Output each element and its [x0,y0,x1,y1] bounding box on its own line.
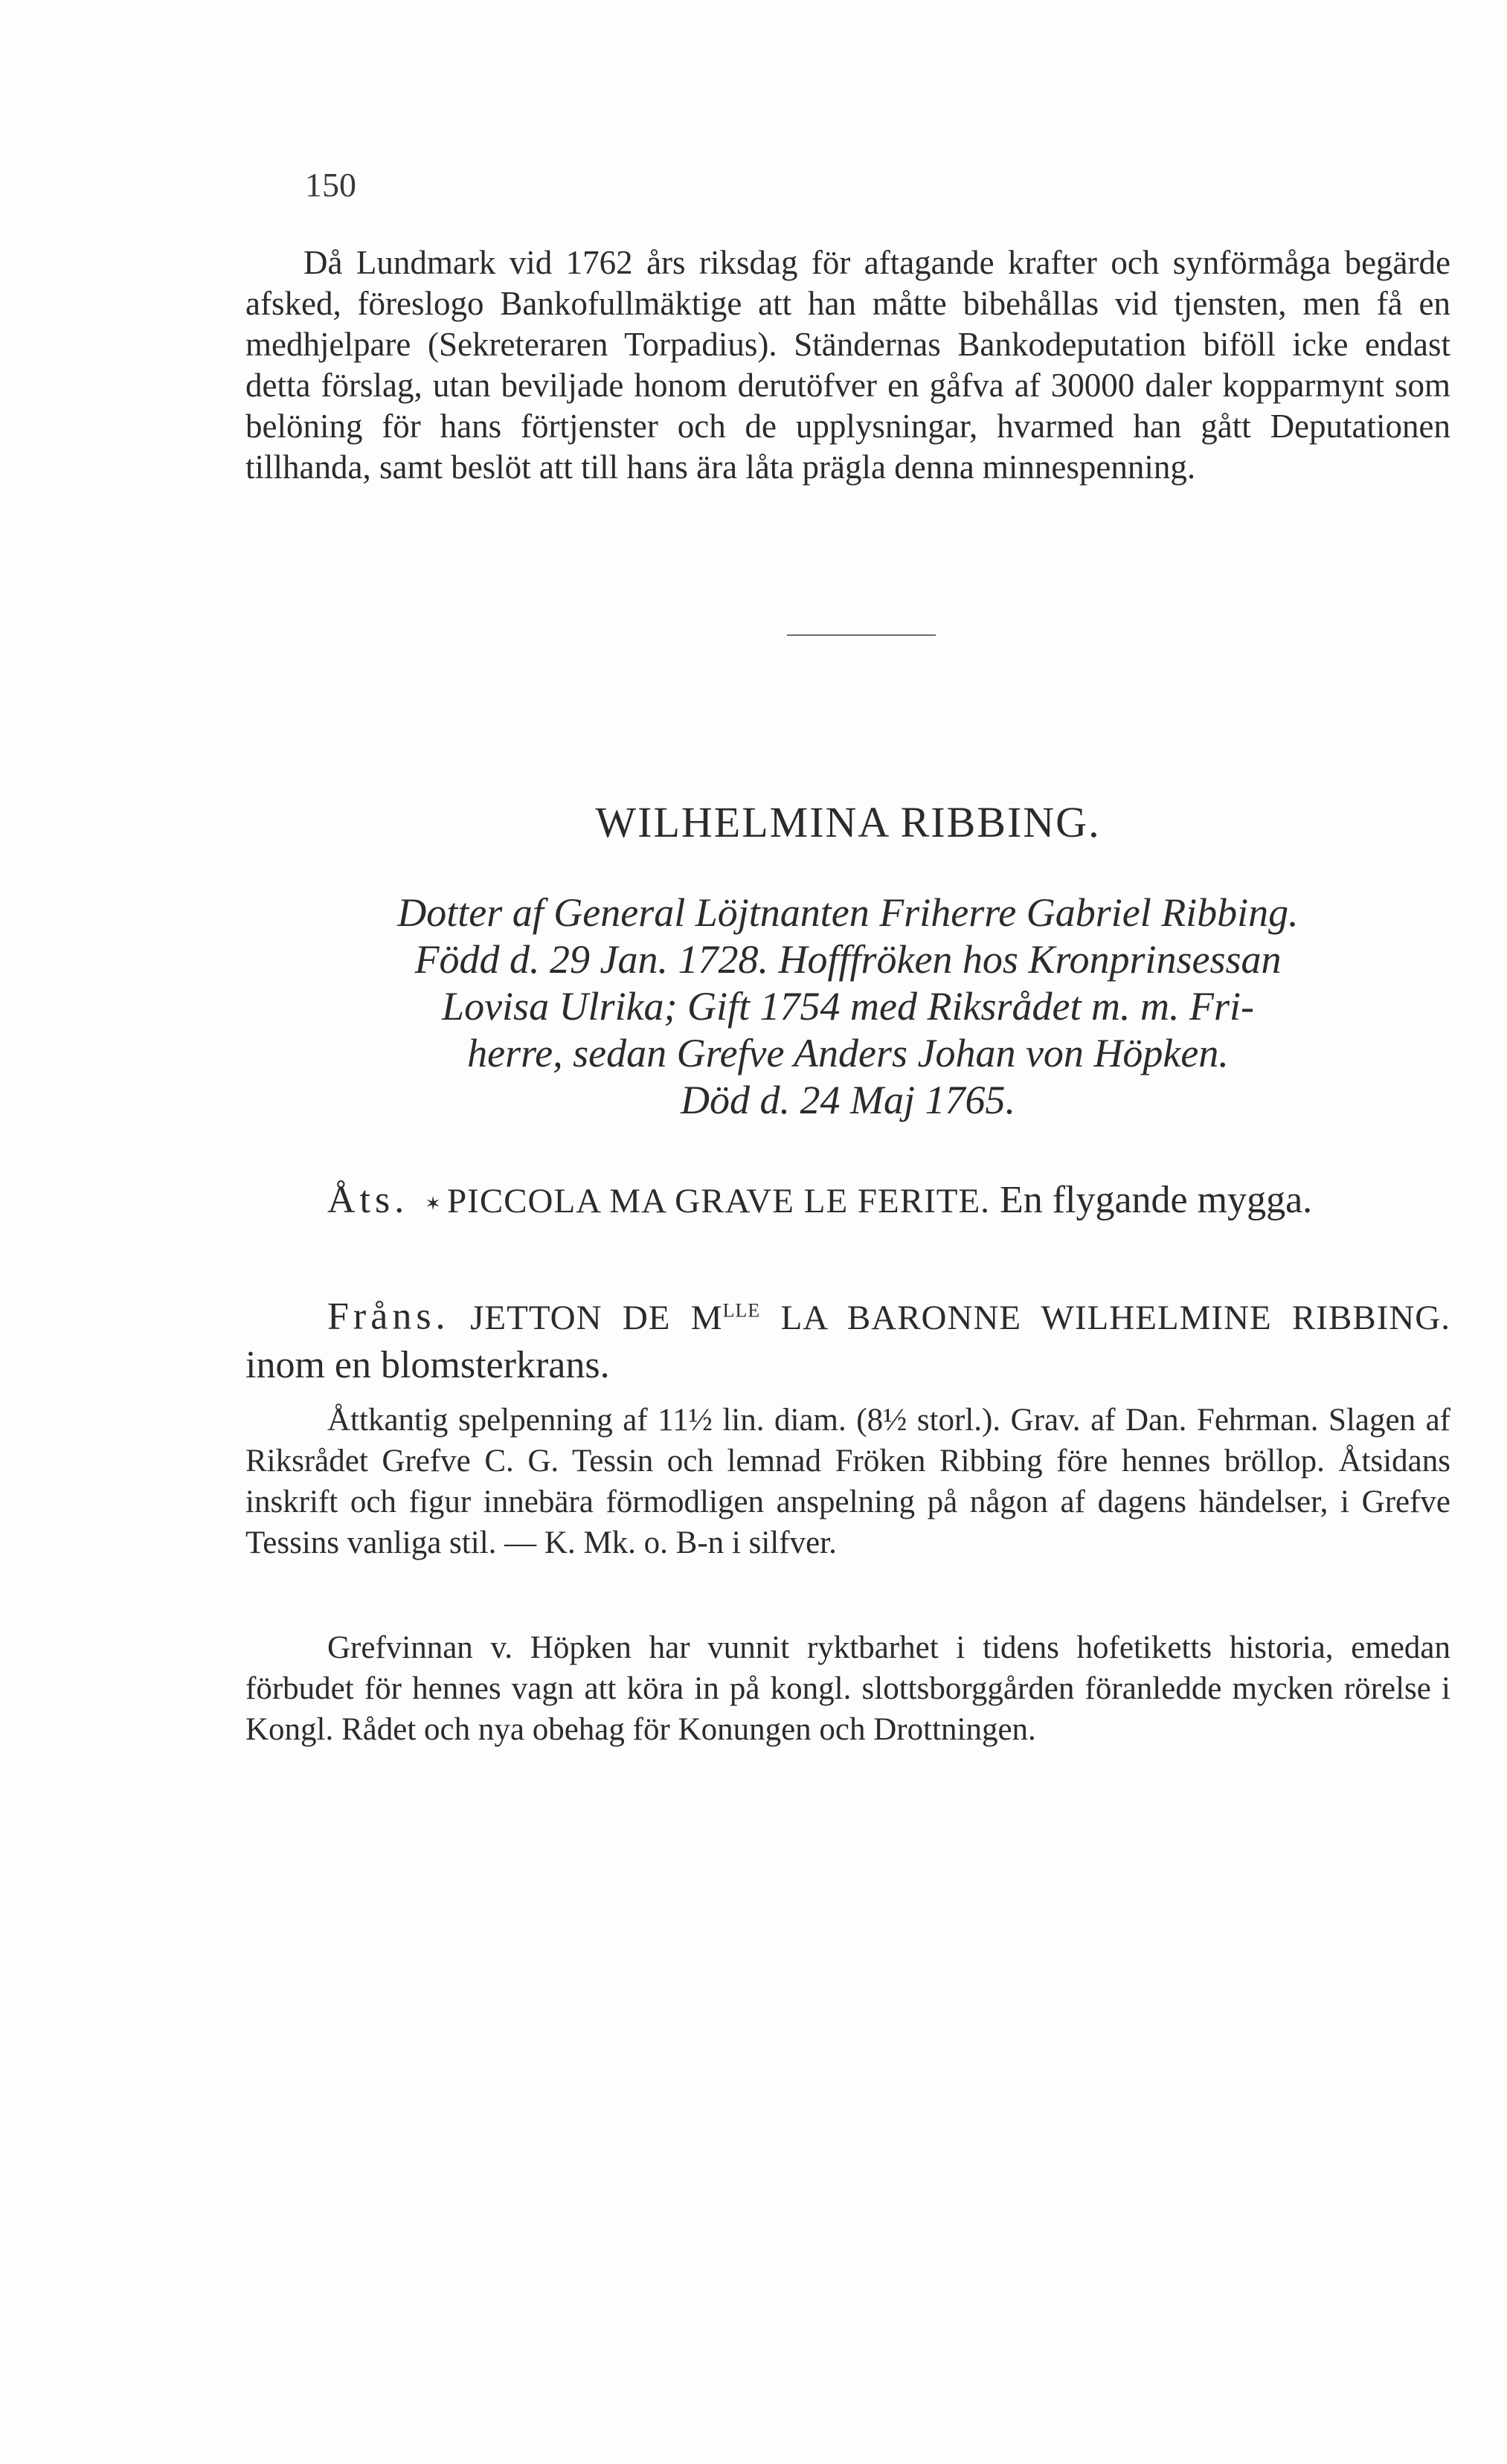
entry-title: WILHELMINA RIBBING. [595,798,1101,846]
historical-note: Grefvinnan v. Höpken har vunnit ryktbarhet i tidens hofetiketts historia, emedan förbudet för hennes vagn att köra in på kongl. slottsborggården föranledde mycken rörelse i Kongl. Rådet och nya obehag för Konungen och Drottningen. [245,1630,1450,1747]
bio-line: Född d. 29 Jan. 1728. Hofffröken hos Kronprinsessan [414,937,1282,982]
entry-biography [268,890,1428,1124]
section-divider [787,634,936,636]
reverse-legend-end: LA BARONNE WILHELMINE RIBBING. [760,1298,1450,1337]
obverse-image-text: En flygande mygga. [999,1179,1313,1221]
star-ornament: ✶ [425,1192,442,1215]
obverse-legend: PICCOLA MA GRAVE LE FERITE. [447,1182,990,1220]
obverse-description [245,1177,1450,1227]
reverse-description [245,1287,1450,1389]
obverse-label: Åts. [327,1179,409,1221]
medal-description: Åttkantig spelpenning af 11½ lin. diam. (8½ storl.). Grav. af Dan. Fehrman. Slagen af Riksrådet Grefve C. G. Tessin och lemnad Fröken Ribbing före hennes bröllop. Åtsidans inskrift och figur innebära förmodligen anspelning på någon af dagens händelser, i Grefve Tessins vanliga stil. — K. Mk. o. B-n i silfver. [245,1403,1450,1560]
bio-line: Dotter af General Löjtnanten Friherre Gabriel Ribbing. [397,890,1299,935]
reverse-legend-superscript: LLE [722,1299,761,1321]
reverse-legend-start: JETTON DE M [470,1298,723,1337]
intro-paragraph: Då Lundmark vid 1762 års riksdag för aftagande krafter och synförmåga begärde afsked, föreslogo Bankofullmäktige att han måtte bibehållas vid tjensten, men få en medhjelpare (Sekreteraren Torpadius). Ständernas Bankodeputation biföll icke endast detta förslag, utan beviljade honom derutöfver en gåfva af 30000 daler kopparmynt som belöning för hans förtjenster och de upplysningar, hvarmed han gått Deputationen tillhanda, samt beslöt att till hans ära låta prägla denna minnespenning. [245,244,1450,486]
bio-line: herre, sedan Grefve Anders Johan von Höpken. [467,1031,1229,1075]
bio-line: Lovisa Ulrika; Gift 1754 med Riksrådet m. m. Fri- [442,984,1254,1029]
page-number: 150 [305,166,356,204]
reverse-image-text: inom en blomsterkrans. [245,1343,610,1386]
bio-line: Död d. 24 Maj 1765. [681,1078,1015,1122]
reverse-legend [470,1299,1450,1337]
reverse-label: Fråns. [327,1295,450,1338]
